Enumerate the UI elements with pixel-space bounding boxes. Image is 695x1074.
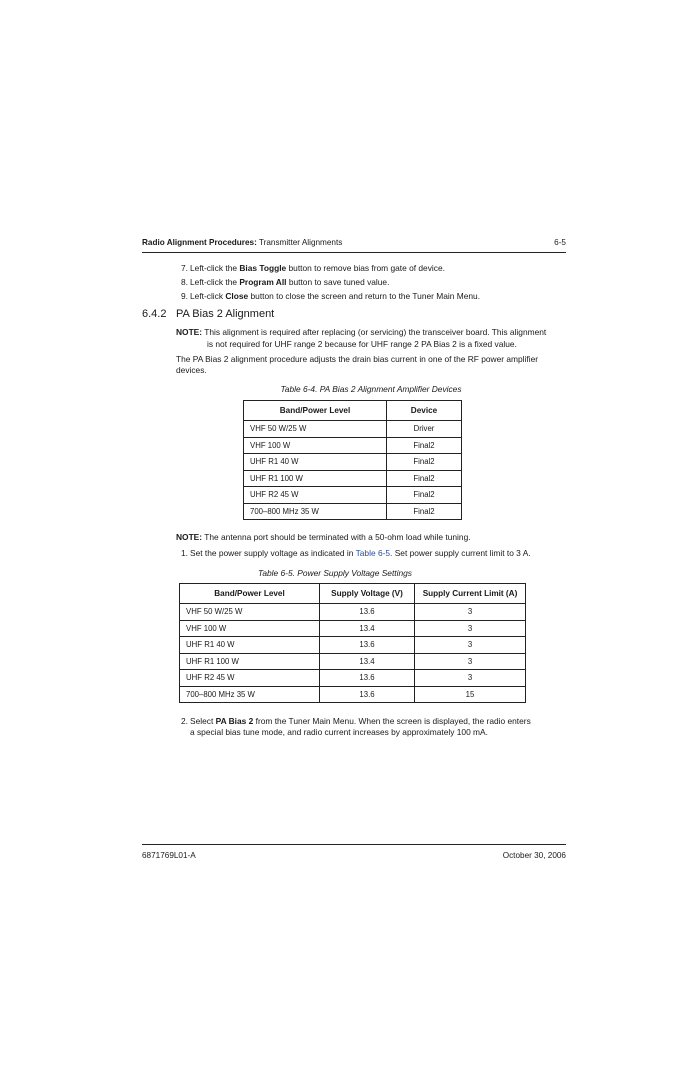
step-bold: PA Bias 2 — [215, 716, 254, 726]
column-header: Band/Power Level — [180, 584, 320, 604]
table-cell: Final2 — [387, 503, 462, 520]
step-number: 1. — [181, 548, 188, 558]
table-row — [244, 437, 462, 454]
note-antenna-port — [176, 531, 471, 543]
note-label: NOTE: — [176, 327, 203, 337]
table-cell: Final2 — [387, 487, 462, 504]
step-number: 2. — [181, 716, 188, 726]
table-header-row — [180, 584, 526, 604]
table-cell: 3 — [415, 604, 526, 621]
step-bold: Program All — [239, 277, 287, 287]
step-number: 9. — [181, 291, 188, 301]
table-cell: 700–800 MHz 35 W — [244, 503, 387, 520]
table-cell: 13.6 — [320, 686, 415, 703]
step-text-line2: a special bias tune mode, and radio current increases by approximately 100 mA. — [190, 727, 488, 737]
note-text-line2: is not required for UHF range 2 because for UHF range 2 PA Bias 2 is a fixed value. — [207, 339, 517, 349]
step-text-pre: Left-click the — [190, 277, 240, 287]
table-cell: 3 — [415, 670, 526, 687]
step-text — [190, 275, 389, 289]
footer-doc-number: 6871769L01-A — [142, 851, 196, 860]
header-chapter-bold: Radio Alignment Procedures: — [142, 238, 257, 247]
table-cell: 13.4 — [320, 620, 415, 637]
table-cell: UHF R2 45 W — [180, 670, 320, 687]
header-page-number: 6-5 — [554, 238, 566, 247]
step-text — [190, 546, 531, 560]
step-text-post: button to close the screen and return to the Tuner Main Menu. — [248, 291, 481, 301]
table-cell: VHF 100 W — [244, 437, 387, 454]
table-cell: UHF R2 45 W — [244, 487, 387, 504]
intro-line1: The PA Bias 2 alignment procedure adjusts the drain bias current in one of the RF power amplifier — [176, 354, 539, 364]
step-text-pre: Set the power supply voltage as indicated in — [190, 548, 356, 558]
table-6-4-caption: Table 6-4. PA Bias 2 Alignment Amplifier Devices — [280, 384, 462, 394]
table-6-5-link[interactable]: Table 6-5 — [355, 548, 391, 558]
step-text-post: from the Tuner Main Menu. When the screen is displayed, the radio enters — [253, 716, 531, 726]
table-cell: 700–800 MHz 35 W — [180, 686, 320, 703]
table-cell: Final2 — [387, 470, 462, 487]
table-cell: 3 — [415, 620, 526, 637]
table-cell: Driver — [387, 421, 462, 438]
table-cell: VHF 100 W — [180, 620, 320, 637]
step-text-pre: Left-click the — [190, 263, 240, 273]
table-cell: Final2 — [387, 437, 462, 454]
table-row — [244, 421, 462, 438]
table-row — [180, 670, 526, 687]
table-cell: 13.4 — [320, 653, 415, 670]
header-chapter — [142, 238, 342, 247]
table-row — [180, 637, 526, 654]
page-footer — [142, 844, 566, 859]
column-header: Supply Current Limit (A) — [415, 584, 526, 604]
table-row — [244, 487, 462, 504]
note-alignment-required — [176, 326, 546, 338]
table-cell: UHF R1 100 W — [180, 653, 320, 670]
table-cell: 13.6 — [320, 637, 415, 654]
intro-line2: devices. — [176, 365, 207, 375]
table-row — [180, 653, 526, 670]
table-cell: 3 — [415, 653, 526, 670]
table-row — [244, 503, 462, 520]
table-cell: UHF R1 100 W — [244, 470, 387, 487]
step-text-post: . Set power supply current limit to 3 A. — [390, 548, 531, 558]
table-cell: Final2 — [387, 454, 462, 471]
section-number: 6.4.2 — [142, 308, 167, 320]
step-text-post: button to save tuned value. — [286, 277, 390, 287]
note-text: The antenna port should be terminated with a 50-ohm load while tuning. — [204, 532, 471, 542]
step-text — [190, 289, 480, 303]
table-cell: UHF R1 40 W — [180, 637, 320, 654]
table-cell: 15 — [415, 686, 526, 703]
step-text-pre: Select — [190, 716, 216, 726]
column-header: Supply Voltage (V) — [320, 584, 415, 604]
footer-date: October 30, 2006 — [502, 851, 566, 860]
table-6-4 — [243, 400, 462, 520]
column-header: Band/Power Level — [244, 401, 387, 421]
table-cell: 13.6 — [320, 604, 415, 621]
table-row — [244, 454, 462, 471]
page-header — [142, 236, 566, 253]
intro-paragraph — [176, 354, 538, 376]
step-text-post: button to remove bias from gate of device. — [286, 263, 445, 273]
table-6-5-caption: Table 6-5. Power Supply Voltage Settings — [258, 568, 412, 578]
note-label: NOTE: — [176, 532, 203, 542]
step-number: 8. — [181, 277, 188, 287]
table-cell: UHF R1 40 W — [244, 454, 387, 471]
table-6-5 — [179, 583, 526, 703]
table-cell: 13.6 — [320, 670, 415, 687]
table-row — [180, 604, 526, 621]
section-title: PA Bias 2 Alignment — [176, 308, 275, 320]
step-bold: Close — [225, 291, 249, 301]
step-number: 7. — [181, 263, 188, 273]
table-header-row — [244, 401, 462, 421]
step-text-pre: Left-click — [190, 291, 226, 301]
table-row — [180, 686, 526, 703]
step-text — [190, 261, 445, 275]
table-cell: VHF 50 W/25 W — [180, 604, 320, 621]
column-header: Device — [387, 401, 462, 421]
table-cell: 3 — [415, 637, 526, 654]
table-row — [180, 620, 526, 637]
table-row — [244, 470, 462, 487]
step-bold: Bias Toggle — [239, 263, 287, 273]
table-cell: VHF 50 W/25 W — [244, 421, 387, 438]
note-alignment-required-line2 — [207, 338, 517, 350]
section-heading — [142, 308, 274, 320]
header-chapter-rest: Transmitter Alignments — [256, 238, 343, 247]
note-text-line1: This alignment is required after replacing (or servicing) the transceiver board. This alignment — [204, 327, 547, 337]
